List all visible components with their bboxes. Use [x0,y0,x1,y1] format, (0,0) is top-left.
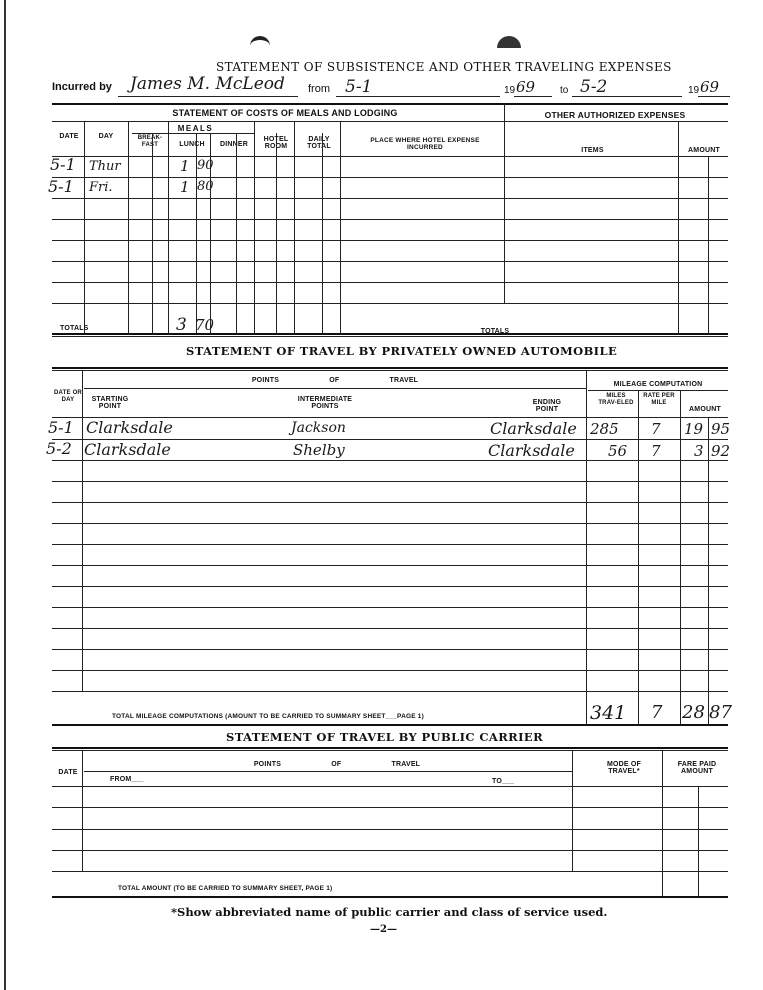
meals-row-lunch-dollars: 1 [180,178,190,196]
year-to-prefix: 19 [688,85,700,96]
auto-intermediate-header: INTERMEDIATE POINTS [297,396,353,410]
auto-row-rate: 7 [651,442,661,460]
auto-mileage-header: MILEAGE COMPUTATION [613,381,703,388]
year-to-value: 69 [700,78,720,96]
incurred-by-value: James M. McLeod [130,74,285,94]
carrier-date-header: DATE [58,769,78,776]
col-daily-total-header: DAILY TOTAL [307,136,331,150]
meals-row-lunch-cents: 90 [197,158,214,173]
auto-row-rate: 7 [651,420,661,438]
carrier-fare-header: FARE PAID AMOUNT [677,761,717,775]
auto-row-end: Clarksdale [490,419,577,438]
meals-row-day: Fri. [89,180,113,195]
year-from-prefix: 19 [504,85,516,96]
from-date-value: 5-1 [345,77,373,97]
auto-miles-header: MILES TRAV-ELED [598,393,634,406]
to-label: to [560,85,569,96]
auto-row-end: Clarksdale [488,441,575,460]
meals-row-lunch-dollars: 1 [180,157,190,175]
auto-row-amount-dollars: 19 [684,420,704,438]
carrier-mode-header: MODE OF TRAVEL* [606,761,642,775]
auto-row-miles: 285 [590,420,619,438]
col-dinner-header: DINNER [219,141,249,148]
meals-total-lunch-cents: 70 [195,316,215,334]
col-other-amount-header: AMOUNT [688,147,720,154]
col-place-header: PLACE WHERE HOTEL EXPENSE INCURRED [370,137,480,151]
auto-total-amount-dollars: 28 [682,702,705,723]
auto-total-label: TOTAL MILEAGE COMPUTATIONS (AMOUNT TO BE CARRIED TO SUMMARY SHEET___PAGE 1) [112,713,424,720]
meals-row-date: 5-1 [48,177,74,196]
carrier-total-label: TOTAL AMOUNT (TO BE CARRIED TO SUMMARY SHEET, PAGE 1) [118,885,333,892]
other-totals-label: TOTALS [480,328,510,335]
incurred-by-label: Incurred by [52,81,112,93]
auto-row-intermediate: Shelby [293,441,345,459]
meals-total-lunch-dollars: 3 [176,315,187,335]
col-lunch-header: LUNCH [179,141,205,148]
form-title: STATEMENT OF SUBSISTENCE AND OTHER TRAVELING EXPENSES [216,60,672,74]
col-day-header: DAY [98,133,114,140]
auto-row-start: Clarksdale [84,440,171,459]
auto-date-header: DATE OR DAY [54,390,82,403]
other-section-title: OTHER AUTHORIZED EXPENSES [544,110,686,120]
carrier-section-title: STATEMENT OF TRAVEL BY PUBLIC CARRIER [226,730,544,744]
auto-section-title: STATEMENT OF TRAVEL BY PRIVATELY OWNED AUTOMOBILE [186,344,618,358]
carrier-points-header: POINTS OF TRAVEL [253,761,421,768]
auto-amount-header: AMOUNT [689,406,721,413]
auto-points-header: POINTS OF TRAVEL [251,377,419,384]
auto-start-header: STARTING POINT [91,396,129,410]
auto-row-amount-cents: 95 [711,420,731,438]
auto-row-date: 5-2 [46,439,72,458]
binder-clip-mark-right [497,36,521,48]
from-label: from [308,83,330,95]
meals-totals-label: TOTALS [60,325,89,332]
meals-row-date: 5-1 [50,155,76,174]
binder-clip-mark-left [250,36,270,54]
auto-ending-header: ENDING POINT [532,399,562,413]
year-from-value: 69 [516,78,536,96]
col-breakfast-header: BREAK-FAST [137,135,163,148]
to-date-value: 5-2 [580,77,608,97]
col-hotel-room-header: HOTEL ROOM [263,136,289,150]
auto-total-miles: 341 [590,702,627,724]
page-left-edge [4,0,6,990]
meals-row-lunch-cents: 80 [197,179,214,194]
auto-row-amount-dollars: 3 [694,442,704,460]
auto-total-amount-cents: 87 [709,702,732,723]
auto-row-intermediate: Jackson [291,420,346,436]
carrier-to-header: TO___ [492,778,515,785]
meals-row-day: Thur [89,159,121,174]
auto-rate-header: RATE PER MILE [643,393,675,406]
auto-total-rate: 7 [651,702,663,723]
auto-row-miles: 56 [608,442,628,460]
meals-section-title: STATEMENT OF COSTS OF MEALS AND LODGING [172,108,398,118]
auto-row-amount-cents: 92 [711,442,731,460]
auto-row-start: Clarksdale [86,418,173,437]
col-items-header: ITEMS [581,147,604,154]
meals-group-header: MEALS [177,124,214,133]
auto-row-date: 5-1 [48,418,74,437]
col-date-header: DATE [59,133,79,140]
page-number: —2— [370,924,397,935]
carrier-from-header: FROM___ [110,776,144,783]
footnote: *Show abbreviated name of public carrier and class of service used. [171,905,608,919]
